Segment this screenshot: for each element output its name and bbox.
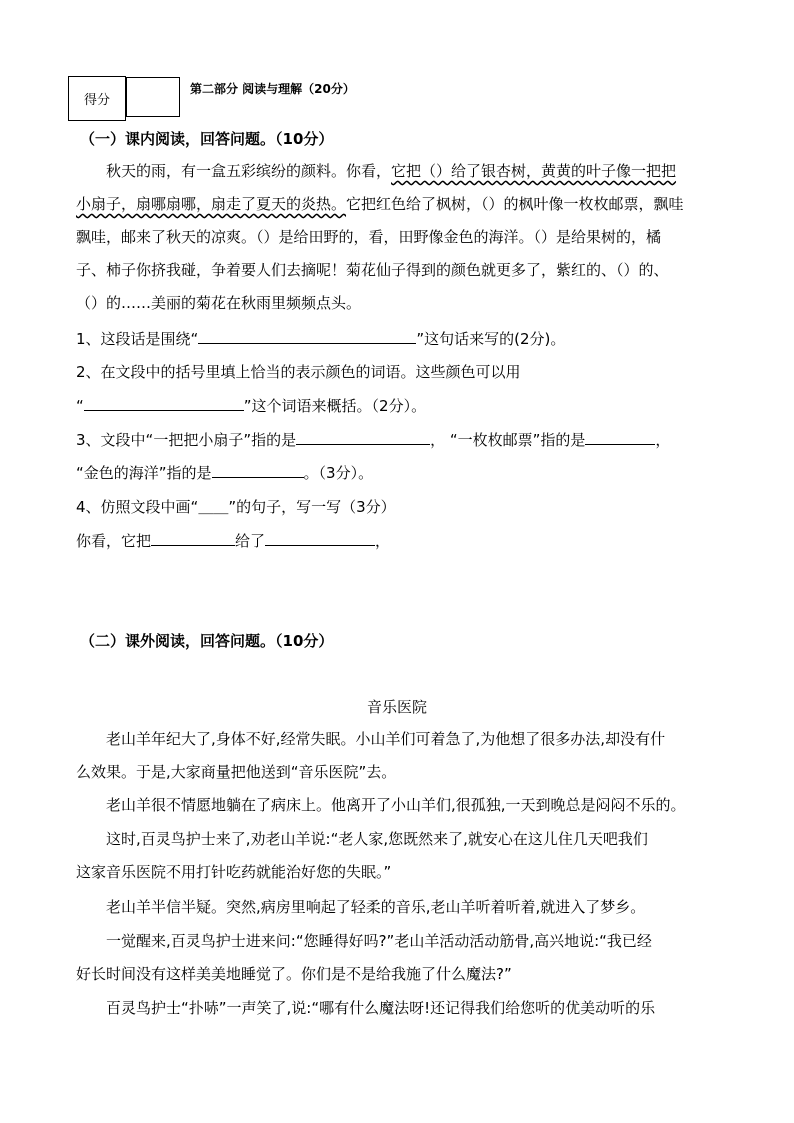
- q3-answer-blank-2[interactable]: [585, 430, 655, 445]
- score-label: 得分: [69, 77, 126, 121]
- question-4-answer-line: 你看，它把 给了 ，: [76, 532, 391, 550]
- q3-answer-blank-1[interactable]: [296, 430, 430, 445]
- question-2: 2、在文段中的括号里填上恰当的表示颜色的词语。这些颜色可以用: [76, 363, 521, 381]
- story-line3: 老山羊很不情愿地躺在了病床上。他离开了小山羊们,很孤独,一天到晚总是闷闷不乐的。: [106, 796, 686, 814]
- question-4: 4、仿照文段中画“＿＿”的句子，写一写（3分）: [76, 498, 396, 516]
- story-line2: 么效果。于是,大家商量把他送到“音乐医院”去。: [76, 763, 397, 781]
- section2-heading: （二）课外阅读，回答问题。（10分）: [80, 632, 334, 650]
- question-2-line2: “ ”这个词语来概括。（2分）。: [76, 397, 427, 415]
- passage1-line4: 子、柿子你挤我碰，争着要人们去摘呢！菊花仙子得到的颜色就更多了，紫红的、（）的、: [76, 261, 669, 279]
- story-line1: 老山羊年纪大了,身体不好,经常失眠。小山羊们可着急了,为他想了很多办法,却没有什: [106, 730, 666, 748]
- wavy-underlined-sentence: 它把（）给了银杏树，黄黄的叶子像一把把: [391, 162, 677, 180]
- story-title: 音乐医院: [366, 698, 427, 716]
- story-line6: 老山羊半信半疑。突然,病房里响起了轻柔的音乐,老山羊听着听着,就进入了梦乡。: [106, 898, 646, 916]
- passage1-line2: 小扇子，扇哪扇哪，扇走了夏天的炎热。它把红色给了枫树，（）的枫叶像一枚枚邮票，飘哇: [76, 195, 684, 213]
- question-3: 3、文段中“一把把小扇子”指的是 ， “一枚枚邮票”指的是 ，: [76, 431, 671, 449]
- question-3-line2: “金色的海洋”指的是 。（3分）。: [76, 464, 374, 482]
- question-1: 1、这段话是围绕“ ”这句话来写的(2分)。: [76, 330, 566, 348]
- q4-answer-blank-1[interactable]: [151, 531, 235, 546]
- story-line8: 好长时间没有这样美美地睡觉了。你们是不是给我施了什么魔法?”: [76, 965, 512, 983]
- wavy-sample: ＿＿: [198, 498, 229, 516]
- story-line5: 这家音乐医院不用打针吃药就能治好您的失眠。”: [76, 863, 392, 881]
- story-line9: 百灵鸟护士“扑哧”一声笑了,说:“哪有什么魔法呀!还记得我们给您听的优美动听的乐: [106, 999, 656, 1017]
- q2-answer-blank[interactable]: [84, 396, 244, 411]
- story-line4: 这时,百灵鸟护士来了,劝老山羊说:“老人家,您既然来了,就安心在这儿住几天吧我们: [106, 830, 648, 848]
- story-line7: 一觉醒来,百灵鸟护士进来问:“您睡得好吗?”老山羊活动活动筋骨,高兴地说:“我已经: [106, 932, 652, 950]
- section1-heading: （一）课内阅读，回答问题。（10分）: [80, 130, 334, 148]
- q3-answer-blank-3[interactable]: [212, 463, 304, 478]
- passage1-line5: （）的……美丽的菊花在秋雨里频频点头。: [76, 294, 362, 312]
- q1-answer-blank[interactable]: [198, 329, 416, 344]
- q4-answer-blank-2[interactable]: [265, 531, 375, 546]
- passage1-line3: 飘哇，邮来了秋天的凉爽。（）是给田野的，看，田野像金色的海洋。（）是给果树的，橘: [76, 228, 662, 246]
- score-box[interactable]: [126, 77, 180, 117]
- score-table: [68, 76, 180, 121]
- wavy-underlined-sentence-cont: 小扇子，扇哪扇哪，扇走了夏天的炎热。: [76, 195, 347, 213]
- part-title: 第二部分 阅读与理解（20分）: [190, 82, 355, 96]
- passage1-line1: 秋天的雨，有一盒五彩缤纷的颜料。你看，它把（）给了银杏树，黄黄的叶子像一把把: [106, 162, 677, 180]
